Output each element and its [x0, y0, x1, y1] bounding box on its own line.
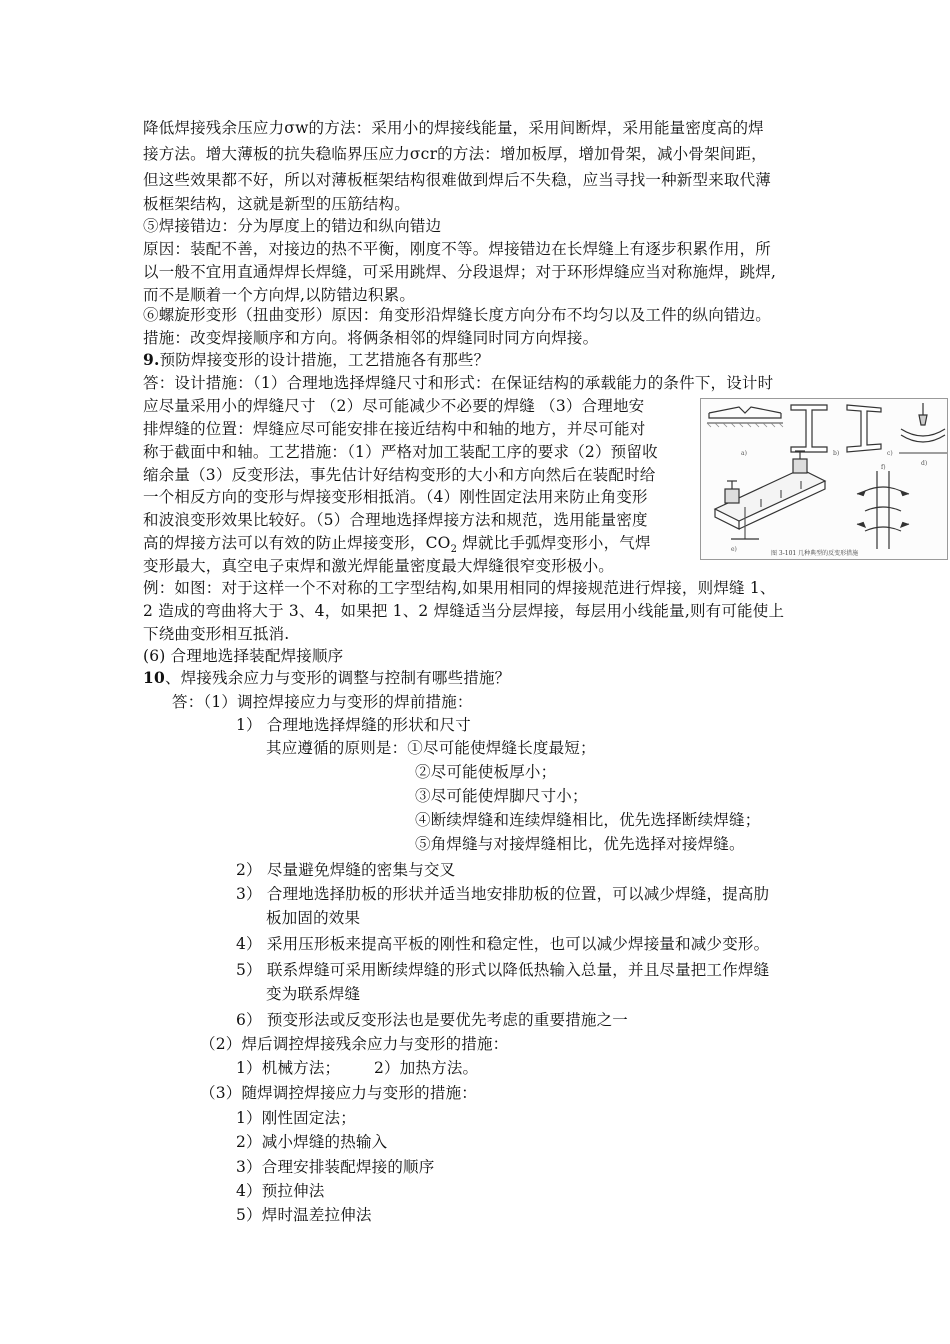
list-item: 5） 联系焊缝可采用断续焊缝的形式以降低热输入总量，并且尽量把工作焊缝	[236, 961, 770, 979]
label-b: b)	[833, 450, 840, 457]
list-item: 2）加热方法。	[374, 1059, 479, 1077]
question-number: 10	[143, 668, 165, 687]
diagram-e-fixture	[715, 451, 825, 539]
list-item: 其应遵循的原则是：①尽可能使焊缝长度最短；	[266, 739, 596, 757]
list-item: （3）随焊调控焊接应力与变形的措施：	[200, 1084, 477, 1102]
paragraph-line: 以一般不宜用直通焊焊长焊缝，可采用跳焊、分段退焊；对于环形焊缝应当对称施焊，跳焊,	[143, 263, 777, 281]
text-run: 高的焊接方法可以有效的防止焊接变形，CO	[143, 534, 451, 552]
paragraph-line: 排焊缝的位置：焊缝应尽可能安排在接近结构中和轴的地方，并尽可能对	[143, 420, 646, 438]
question-heading	[143, 668, 510, 688]
text-run: 焊就比手弧焊变形小，气焊	[457, 534, 651, 552]
label-e: e)	[731, 546, 737, 553]
subscript: 2	[450, 544, 458, 556]
paragraph-line: 板框架结构，这就是新型的压筋结构。	[143, 195, 410, 213]
list-item: 1）机械方法；	[236, 1059, 341, 1077]
list-item: 3） 合理地选择肋板的形状并适当地安排肋板的位置，可以减少焊缝，提高肋	[236, 885, 770, 903]
paragraph-line: 而不是顺着一个方向焊,以防错边积累。	[143, 286, 416, 304]
list-item: 4） 采用压形板来提高平板的刚性和稳定性，也可以减少焊接量和减少变形。	[236, 935, 770, 953]
list-item: 2） 尽量避免焊缝的密集与交叉	[236, 861, 456, 879]
diagram-b-ibeam	[791, 405, 827, 452]
diagram-a-plates	[707, 407, 783, 427]
diagram-f-member	[857, 471, 909, 549]
paragraph-line: 一个相反方向的变形与焊接变形相抵消。（4）刚性固定法用来防止角变形	[143, 488, 648, 506]
list-item: 变为联系焊缝	[266, 985, 361, 1003]
list-item: ②尽可能使板厚小；	[415, 763, 557, 781]
figure-drawing	[701, 399, 947, 559]
list-item: ④断续焊缝和连续焊缝相比，优先选择断续焊缝；	[415, 811, 761, 829]
subheading-line: ⑤焊接错边：分为厚度上的错边和纵向错边	[143, 217, 442, 235]
label-f: f)	[881, 464, 886, 471]
diagram-d-torch	[899, 403, 947, 453]
list-item: 4）预拉伸法	[236, 1182, 325, 1200]
list-item: 1） 合理地选择焊缝的形状和尺寸	[236, 716, 471, 734]
paragraph-line: 缩余量（3）反变形法，事先估计好结构变形的大小和方向然后在装配时给	[143, 466, 656, 484]
paragraph-line: 应尽量采用小的焊缝尺寸 （2）尽可能减少不必要的焊缝 （3）合理地安	[143, 397, 645, 415]
paragraph-line: 例：如图：对于这样一个不对称的工字型结构,如果用相同的焊接规范进行焊接，则焊缝 1、	[143, 579, 776, 597]
question-text: 预防焊接变形的设计措施，工艺措施各有那些？	[159, 351, 490, 369]
figure-reverse-deformation	[700, 398, 948, 560]
diagram-c-ibeam	[847, 405, 881, 452]
paragraph-line: 称于截面中和轴。工艺措施：（1）严格对加工装配工序的要求（2）预留收	[143, 443, 658, 461]
paragraph-line: 和波浪变形效果比较好。（5）合理地选择焊接方法和规范，选用能量密度	[143, 511, 648, 529]
list-item: 3）合理安排装配焊接的顺序	[236, 1158, 435, 1176]
paragraph-line: 下绕曲变形相互抵消.	[143, 625, 290, 643]
list-item: 2）减小焊缝的热输入	[236, 1133, 388, 1151]
paragraph-line: 2 造成的弯曲将大于 3、4，如果把 1、2 焊缝适当分层焊接，每层用小线能量,则有可能使上	[143, 602, 785, 620]
paragraph-line: 降低焊接残余压应力σw的方法：采用小的焊接线能量，采用间断焊，采用能量密度高的焊	[143, 119, 764, 137]
list-item: 6） 预变形法或反变形法也是要优先考虑的重要措施之一	[236, 1011, 628, 1029]
list-item: 板加固的效果	[266, 909, 361, 927]
list-item: ⑤角焊缝与对接焊缝相比，优先选择对接焊缝。	[415, 835, 745, 853]
question-heading	[143, 350, 489, 370]
question-number: 9.	[143, 350, 160, 369]
label-a: a)	[741, 450, 747, 457]
list-item: ③尽可能使焊脚尺寸小；	[415, 787, 588, 805]
list-item: 5）焊时温差拉伸法	[236, 1206, 372, 1224]
paragraph-line: 变形最大，真空电子束焊和激光焊能量密度最大焊缝很窄变形极小。	[143, 557, 615, 575]
paragraph-line: 答：设计措施：（1）合理地选择焊缝尺寸和形式：在保证结构的承载能力的条件下，设计时	[143, 374, 774, 392]
answer-line: 答：（1）调控焊接应力与变形的焊前措施：	[172, 693, 473, 711]
question-text: 、焊接残余应力与变形的调整与控制有哪些措施？	[164, 669, 511, 687]
paragraph-line: ⑥螺旋形变形（扭曲变形）原因：角变形沿焊缝长度方向分布不均匀以及工件的纵向错边。	[143, 306, 772, 324]
paragraph-line: (6) 合理地选择装配焊接顺序	[143, 647, 344, 665]
list-item: 1）刚性固定法；	[236, 1109, 356, 1127]
paragraph-line: 措施：改变焊接顺序和方向。将俩条相邻的焊缝同时同方向焊接。	[143, 329, 599, 347]
label-c: c)	[887, 450, 893, 457]
paragraph-line: 原因：装配不善，对接边的热不平衡，刚度不等。焊接错边在长焊缝上有逐步积累作用，所	[143, 240, 772, 258]
paragraph-line: 接方法。增大薄板的抗失稳临界压应力σcr的方法：增加板厚，增加骨架，减小骨架间距，	[143, 145, 767, 163]
list-item: （2）焊后调控焊接残余应力与变形的措施：	[200, 1035, 509, 1053]
figure-caption: 图 3-101 几种典型的反变形措施	[771, 550, 859, 557]
label-d: d)	[921, 460, 928, 467]
paragraph-line: 但这些效果都不好，所以对薄板框架结构很难做到焊后不失稳，应当寻找一种新型来取代薄	[143, 171, 772, 189]
